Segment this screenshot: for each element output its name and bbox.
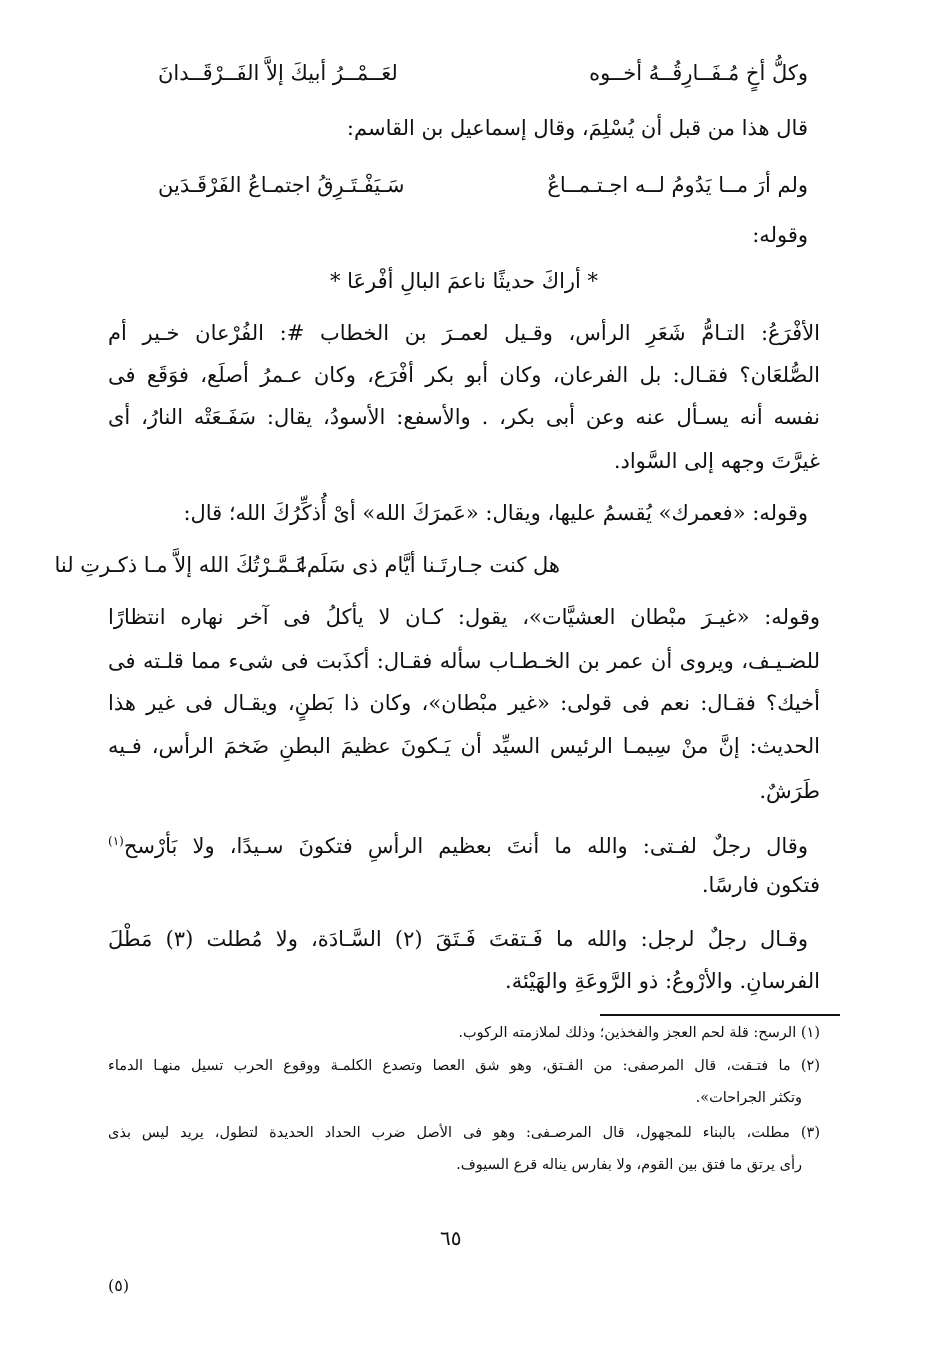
verse-3-first-hemistich: عَـمَّـرْتُكَ الله إلاَّ مـا ذكـرتِ لنا bbox=[54, 553, 308, 577]
paragraph-4-line: فتكون فارسًا. bbox=[701, 873, 820, 897]
paragraph-4-text: وقال رجلٌ لفـتى: والله ما أنتَ بعظيم الرأسِ فتكونَ سـيدًا، ولا بَأرْسح bbox=[123, 834, 808, 858]
footnote-3-continuation: رأى يرتق ما فتق بين القوم، ولا بفارس يناله قرع السيوف. bbox=[456, 1157, 802, 1173]
footnote-3: (٣) مطلت، بالبناء للمجهول، قال المرصـفى: وهو فى الأصل ضرب الحداد الحديدة لتطول، يريد ليس بذى bbox=[108, 1125, 820, 1141]
footnote-2-continuation: وتكثر الجراحات». bbox=[695, 1090, 802, 1106]
paragraph-3-line: للضـيـف، ويروى أن عمر بن الخـطـاب سأله فقـال: أكذَبت فى شىء مما قلـته فى bbox=[108, 649, 820, 673]
verse-2-first-hemistich: ولم أرَ مــا يَدُومُ لــه اجـتـمــاعٌ bbox=[547, 173, 808, 197]
verse-1-second-hemistich: لعَــمْــرُ أبيكَ إلاَّ الفَــرْقَــدانَ bbox=[158, 61, 398, 85]
paragraph-4-line bbox=[108, 826, 808, 861]
verse-3-second-hemistich: هل كنت جـارتَـنا أيَّام ذى سَلَم! bbox=[298, 553, 560, 577]
paragraph-5-line: الفرسانِ. والأرْوعُ: ذو الرَّوعَةِ والهَيْئة. bbox=[505, 969, 820, 993]
paragraph-3-line: طَرَشٌ. bbox=[759, 779, 820, 803]
paragraph-1-line: نفسه أنه يسـأل عنه وعن أبى بكر، . والأسفع: الأسودُ، يقال: سَفَـعَتْه النارُ، أى bbox=[108, 405, 820, 429]
quoted-heading: * أراكَ حديثًا ناعمَ البالِ أفْرعَا * bbox=[329, 269, 599, 293]
paragraph-5-line: وقـال رجلٌ لرجل: والله ما فَـتقتَ فَـتَقَ (٢) السَّـادَة، ولا مُطلت (٣) مَطْلَ bbox=[108, 927, 809, 951]
footnote-ref-1: (١) bbox=[108, 834, 124, 848]
page-number: ٦٥ bbox=[440, 1226, 462, 1250]
paragraph-1-line: الأفْرَعُ: التـامُّ شَعَرِ الرأس، وقـيل لعمـرَ بن الخطاب #: الفُرْعان خـير أم bbox=[108, 321, 820, 345]
verse-2-second-hemistich: سَـيَفْـتَـرِقُ اجتمـاعُ الفَرْقَـدَين bbox=[158, 173, 405, 197]
paragraph-3-line: أخيك؟ فقـال: نعم فى قولى: «غير مبْطان»، وكان ذا بَطنٍ، ويقـال فى غير هذا bbox=[108, 691, 820, 715]
footnote-1: (١) الرسح: قلة لحم العجز والفخذين؛ وذلك لملازمته الركوب. bbox=[458, 1025, 820, 1041]
signature-mark: (٥) bbox=[108, 1276, 130, 1295]
footnote-separator bbox=[600, 1014, 840, 1016]
paragraph-3-line: الحديث: إنَّ منْ سِيمـا الرئيس السيِّد أن يَـكونَ عظيمَ البطنِ ضَخمَ الرأس، فـيه bbox=[108, 734, 820, 758]
narration-line: قال هذا من قبل أن يُسْلِمَ، وقال إسماعيل بن القاسم: bbox=[346, 116, 808, 140]
paragraph-2-line: وقوله: «فعمرك» يُقسمُ عليها، ويقال: «عَمرَكَ الله» أىْ أُذكِّرُكَ الله؛ قال: bbox=[183, 501, 808, 525]
footnote-2: (٢) ما فتـقت، قال المرصفى: من الفـتق، وهو شق العصا وتصدع الكلمـة ووقوع الحرب تسيل منهـا الدماء bbox=[108, 1058, 820, 1074]
paragraph-3-line: وقوله: «غيـرَ مبْطان العشيَّات»، يقول: كـان لا يأكلُ فى آخر نهاره انتظارًا bbox=[108, 605, 820, 629]
paragraph-1-line: الصُّلعَان؟ فقـال: بل الفرعان، وكان أبو بكر أفْرَع، وكان عـمرُ أصلَع، فوَقَع فى bbox=[108, 363, 820, 387]
verse-1-first-hemistich: وكلُّ أخٍ مُـفَــارِقُــهُ أخــوه bbox=[589, 61, 808, 85]
paragraph-1-line: غيرَّتَ وجهه إلى السَّواد. bbox=[613, 449, 820, 473]
intro-line: وقوله: bbox=[752, 223, 808, 247]
